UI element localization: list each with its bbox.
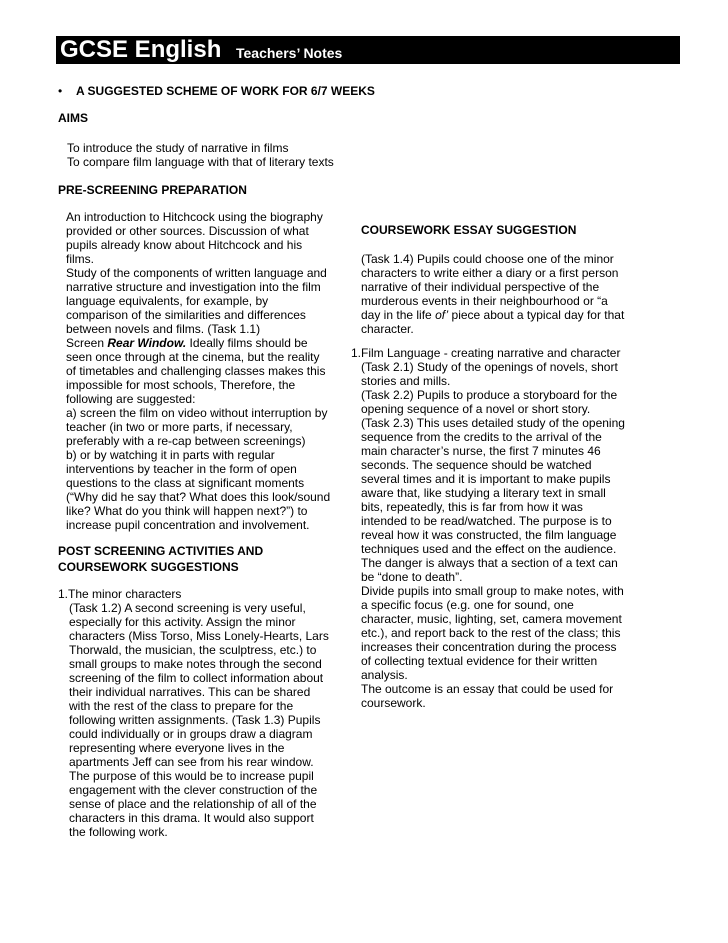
aims-line: To introduce the study of narrative in films [67, 141, 289, 155]
text-line: several times and it is important to make pupils [361, 472, 611, 486]
text-line: increase pupil concentration and involvement. [66, 518, 310, 532]
text-line: Study of the components of written language and [66, 266, 327, 280]
document-subtitle: Teachers’ Notes [236, 45, 343, 61]
text-line: provided or other sources. Discussion of what [66, 224, 309, 238]
text-line: (Task 1.4) Pupils could choose one of the minor [361, 252, 614, 266]
text-line: seen once through at the cinema, but the reality [66, 350, 320, 364]
bullet-icon: • [58, 84, 63, 98]
text-line: coursework. [361, 696, 426, 710]
text-line: of collecting textual evidence for their written [361, 654, 598, 668]
text-line: The outcome is an essay that could be used for [361, 682, 614, 696]
text-line: increases their concentration during the process [361, 640, 617, 654]
screen-rest: Ideally films should be [189, 336, 308, 350]
text-line: preferably with a re-cap between screenings) [66, 434, 306, 448]
italic-fragment: of’ [435, 308, 449, 322]
post-screening-heading [58, 543, 263, 575]
text-line: intended to be read/watched. The purpose is to [361, 514, 612, 528]
text-line: opening sequence of a novel or short story. [361, 402, 591, 416]
text-line: Divide pupils into small group to make notes, with [361, 584, 624, 598]
heading-line: POST SCREENING ACTIVITIES AND [58, 544, 264, 558]
text-line: analysis. [361, 668, 408, 682]
text-line: (Task 2.3) This uses detailed study of the opening [361, 416, 625, 430]
text-line: a) screen the film on video without interruption by [66, 406, 328, 420]
minor-characters-title: 1.The minor characters [58, 587, 182, 601]
text-line: pupils already know about Hitchcock and his [66, 238, 303, 252]
text-line: could individually or in groups draw a diagram [69, 727, 313, 741]
text-line: small groups to make notes through the second [69, 657, 322, 671]
text-line: Thorwald, the musician, the sculptress, etc.) to [69, 643, 317, 657]
screen-line [66, 336, 330, 350]
text-line: comparison of the similarities and differences [66, 308, 306, 322]
text-line: apartments Jeff can see from his rear window. [69, 755, 314, 769]
text-line: reveal how it was constructed, the film language [361, 528, 617, 542]
prescreening-heading: PRE-SCREENING PREPARATION [58, 183, 247, 197]
text-line: sense of place and the relationship of all of the [69, 797, 317, 811]
text-line: character, music, lighting, set, camera movement [361, 612, 622, 626]
text-line: following written assignments. (Task 1.3) Pupils [69, 713, 321, 727]
text-line: (Task 2.1) Study of the openings of novels, short [361, 360, 618, 374]
text-line: especially for this activity. Assign the minor [69, 615, 296, 629]
text-line: questions to the class at significant moments [66, 476, 305, 490]
text-line: aware that, like studying a literary text in small [361, 486, 606, 500]
minor-characters-paragraph [69, 601, 329, 839]
text-line: murderous events in their neighbourhood or “a [361, 294, 608, 308]
text-line: of timetables and challenging classes makes this [66, 364, 326, 378]
text-line: An introduction to Hitchcock using the biography [66, 210, 323, 224]
film-language-paragraph [361, 360, 625, 710]
aims-list [67, 141, 334, 169]
title-banner [56, 36, 680, 64]
text-line: character. [361, 322, 414, 336]
text-line: etc.), and report back to the rest of the class; this [361, 626, 621, 640]
text-line: main character’s nurse, the first 7 minutes 46 [361, 444, 601, 458]
text-line: (Task 1.2) A second screening is very useful, [69, 601, 306, 615]
text-line: (“Why did he say that? What does this look/sound [66, 490, 331, 504]
text-line: between novels and films. (Task 1.1) [66, 322, 261, 336]
text-line: engagement with the clever construction of the [69, 783, 318, 797]
text-line: characters in this drama. It would also support [69, 811, 314, 825]
text-line: narrative structure and investigation into the film [66, 280, 321, 294]
coursework-heading: COURSEWORK ESSAY SUGGESTION [361, 223, 577, 237]
text-line: The danger is always that a section of a text can [361, 556, 618, 570]
text-line: teacher (in two or more parts, if necessary, [66, 420, 293, 434]
text-line: a specific focus (e.g. one for sound, one [361, 598, 574, 612]
text-line: their individual narratives. This can be shared [69, 685, 311, 699]
text-line: impossible for most schools, Therefore, the [66, 378, 296, 392]
text-fragment: day in the life [361, 308, 432, 322]
text-line: representing where everyone lives in the [69, 741, 285, 755]
text-line: with the rest of the class to prepare for the [69, 699, 294, 713]
text-line: The purpose of this would be to increase pupil [69, 769, 314, 783]
prescreening-paragraph [66, 210, 330, 532]
coursework-paragraph [361, 252, 624, 336]
text-line: following are suggested: [66, 392, 196, 406]
text-line: films. [66, 252, 94, 266]
text-line: the following work. [69, 825, 168, 839]
text-line: techniques used and the effect on the audience. [361, 542, 617, 556]
day-in-life-line [361, 308, 624, 322]
text-line: characters (Miss Torso, Miss Lonely-Hearts, Lars [69, 629, 329, 643]
text-line: sequence from the credits to the arrival of the [361, 430, 602, 444]
aims-heading: AIMS [58, 111, 88, 125]
text-fragment: piece about a typical day for that [451, 308, 625, 322]
text-line: seconds. The sequence should be watched [361, 458, 592, 472]
text-line: stories and mills. [361, 374, 451, 388]
heading-line: COURSEWORK SUGGESTIONS [58, 560, 239, 574]
text-line: narrative of their individual perspective of the [361, 280, 600, 294]
text-line: b) or by watching it in parts with regular [66, 448, 275, 462]
text-line: like? What do you think will happen next?”) to [66, 504, 308, 518]
text-line: interventions by teacher in the form of open [66, 462, 297, 476]
aims-line: To compare film language with that of literary texts [67, 155, 334, 169]
text-line: (Task 2.2) Pupils to produce a storyboard for the [361, 388, 618, 402]
document-title: GCSE English [60, 36, 222, 63]
screen-word: Screen [66, 336, 105, 350]
film-language-title: 1.Film Language - creating narrative and character [351, 346, 621, 360]
text-line: bits, repeatedly, this is far from how it was [361, 500, 583, 514]
text-line: be “done to death”. [361, 570, 463, 584]
text-line: language equivalents, for example, by [66, 294, 269, 308]
film-title: Rear Window. [107, 336, 187, 350]
scheme-heading: A SUGGESTED SCHEME OF WORK FOR 6/7 WEEKS [76, 84, 375, 98]
text-line: screening of the film to collect information about [69, 671, 324, 685]
text-line: characters to write either a diary or a first person [361, 266, 619, 280]
